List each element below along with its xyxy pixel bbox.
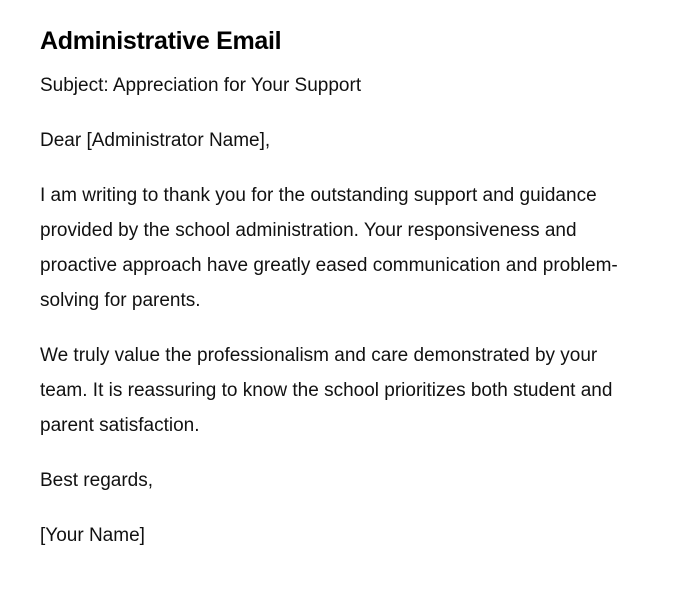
email-body-paragraph-2: We truly value the professionalism and care demonstrated by your team. It is reassuring to know the school prioritizes both student and parent satisfaction. (40, 345, 613, 436)
email-greeting: Dear [Administrator Name], (40, 130, 271, 151)
email-signature: [Your Name] (40, 525, 145, 546)
email-body-paragraph-1: I am writing to thank you for the outstanding support and guidance provided by the school administration. Your responsiveness and proactive approach have greatly eased communication and problem-solving for parents. (40, 185, 618, 311)
document-title: Administrative Email (40, 27, 282, 55)
email-closing: Best regards, (40, 470, 153, 491)
email-subject: Subject: Appreciation for Your Support (40, 75, 362, 96)
